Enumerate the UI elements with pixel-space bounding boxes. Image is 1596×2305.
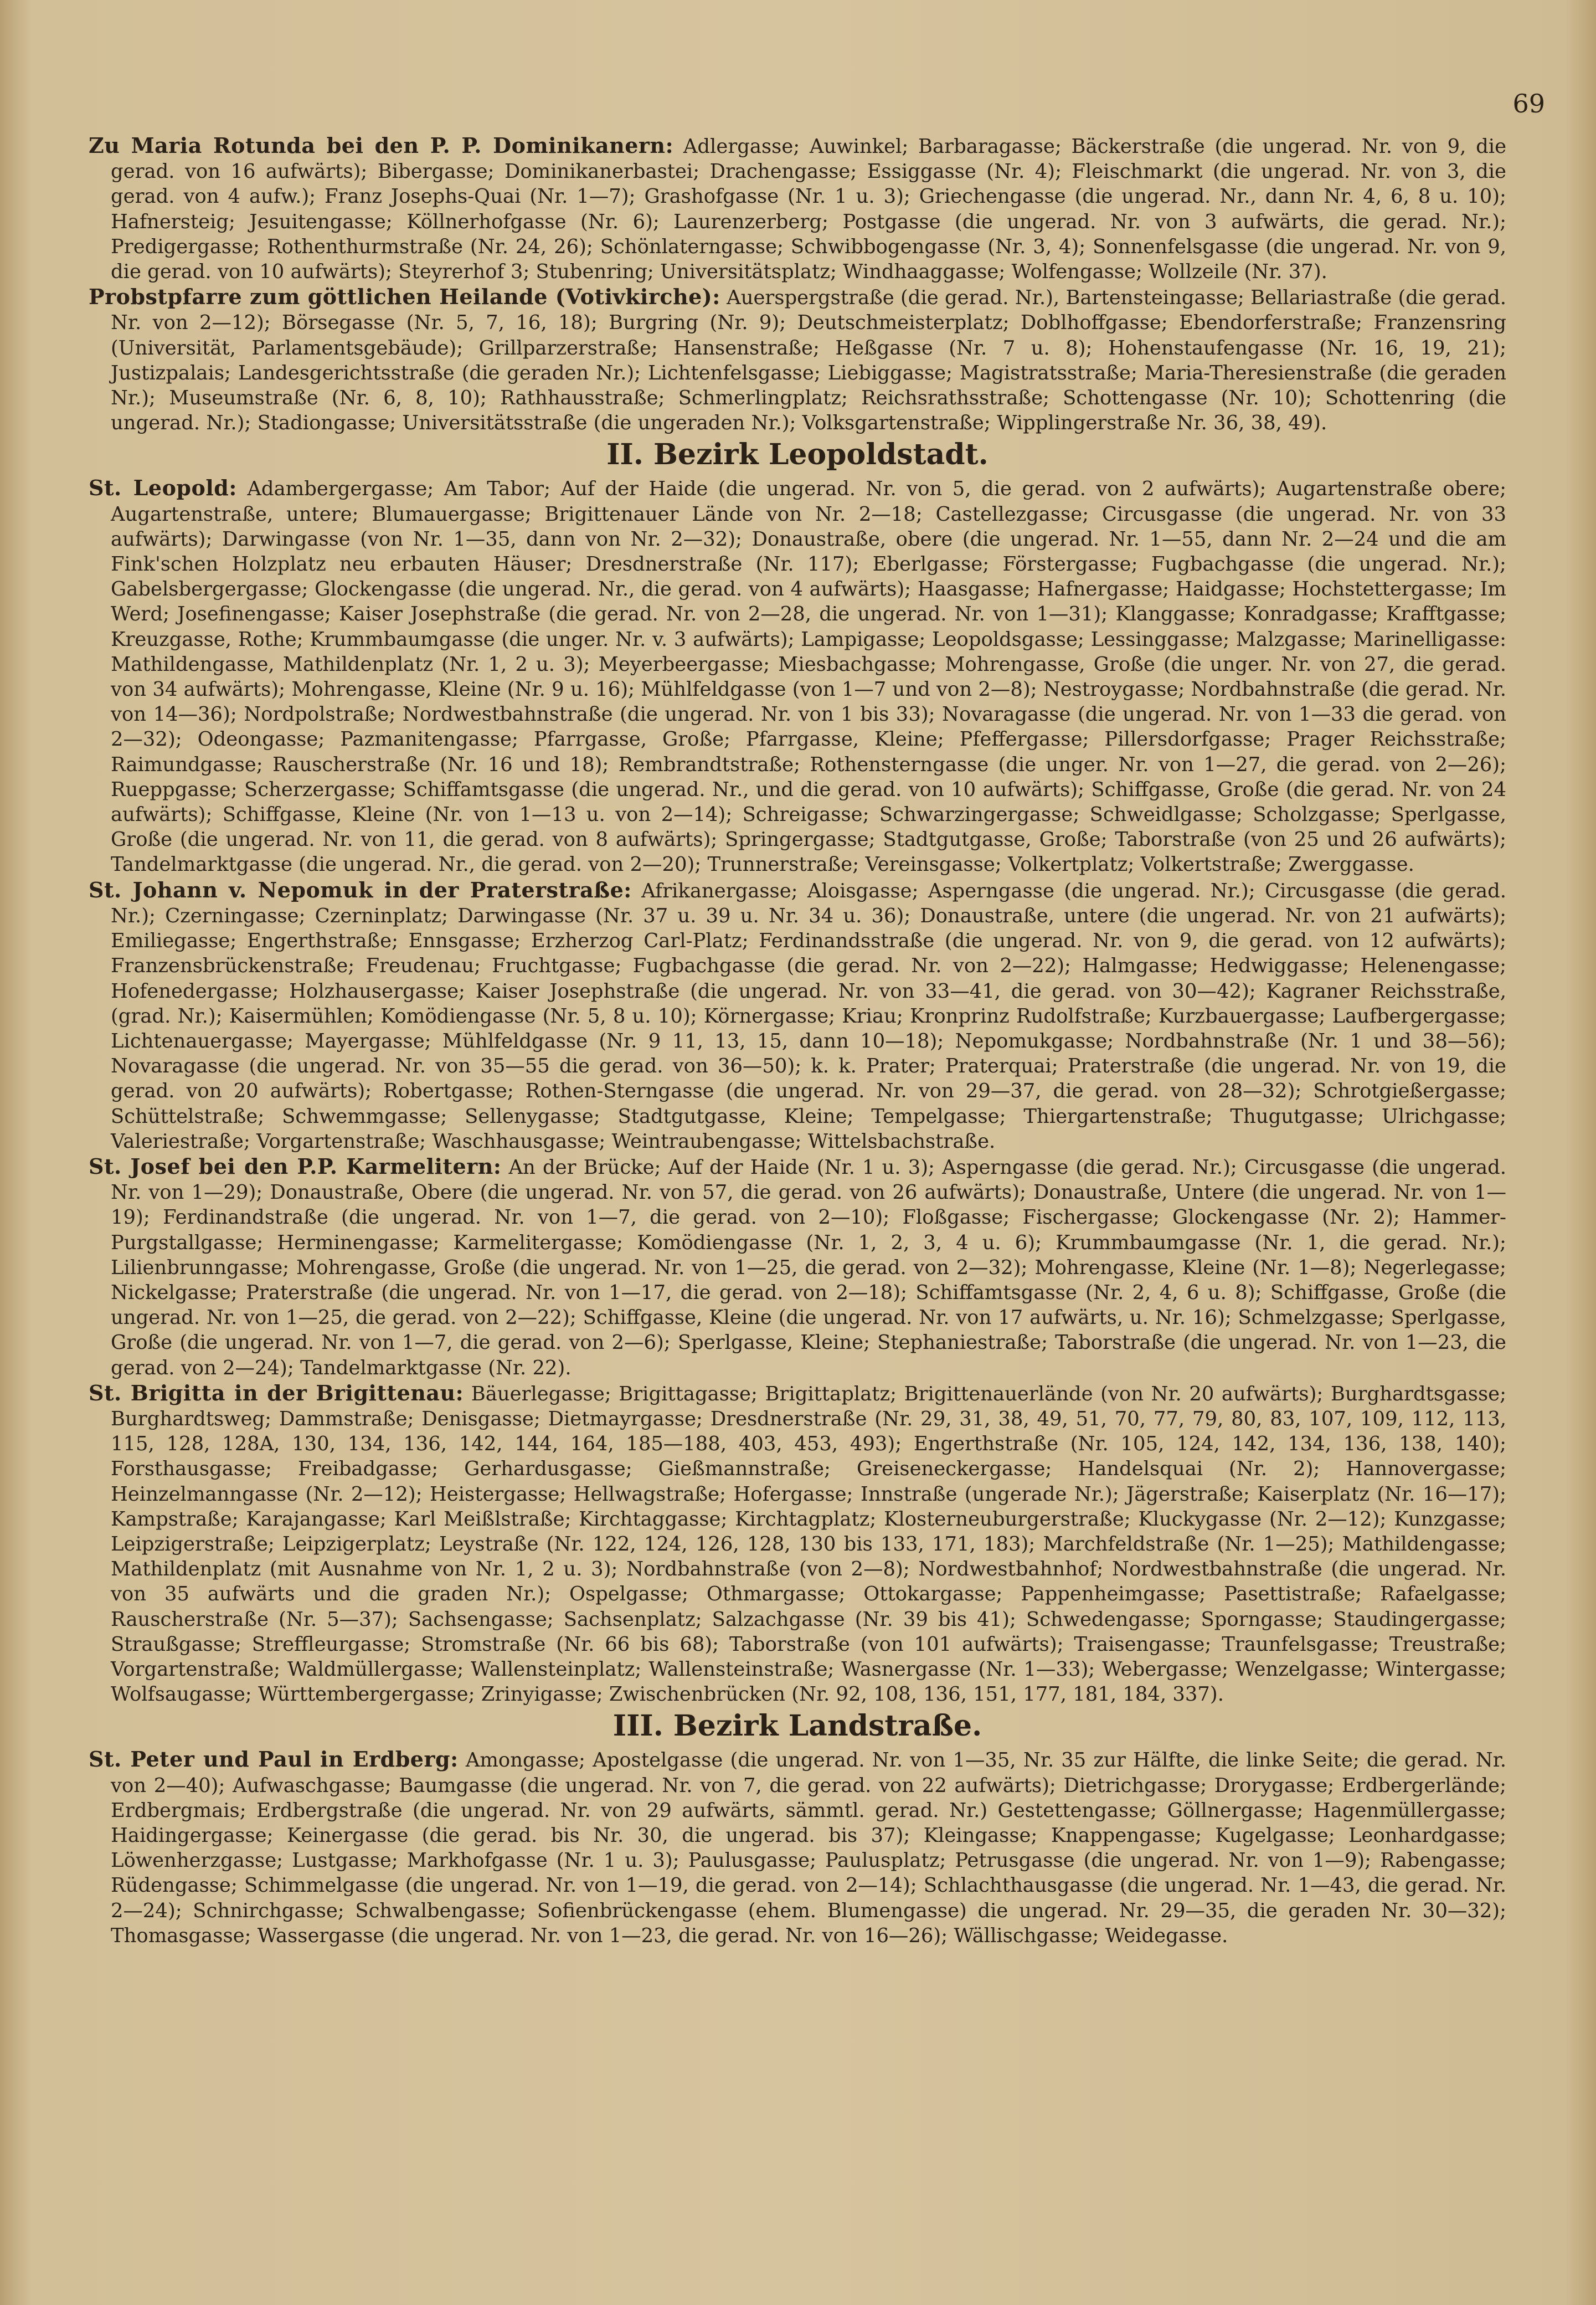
parish-name: St. Leopold: bbox=[89, 475, 237, 501]
street-list: Bäuerlegasse; Brigittagasse; Brigittaplatz; Brigittenauerlände (von Nr. 20 aufwärts); Burghardtsgasse; Burghardtsweg; Dammstraße; Denisgasse; Dietmayrgasse; Dresdnerstraße (Nr. 29, 31, 38, 49, 51, 70, 77, 79, 80, 83, 107, 109, 112, 113, 115, 128, 128A, 130, 134, 136, 142, 144, 164, 185—188, 403, 453, 493); Engerthstraße (Nr. 105, 124, 142, 134, 136, 138, 140); Forsthausgasse; Freibadgasse; Gerhardusgasse; Gießmannstraße; Greiseneckergasse; Handelsquai (Nr. 2); Hannovergasse; Heinzelmanngasse (Nr. 2—12); Heistergasse; Hellwagstraße; Hofergasse; Innstraße (ungerade Nr.); Jägerstraße; Kaiserplatz (Nr. 16—17); Kampstraße; Karajangasse; Karl Meißlstraße; Kirchtaggasse; Kirchtagplatz; Klosterneuburgerstraße; Kluckygasse (Nr. 2—12); Kunzgasse; Leipzigerstraße; Leipzigerplatz; Leystraße (Nr. 122, 124, 126, 128, 130 bis 133, 171, 183); Marchfeldstraße (Nr. 1—25); Mathildengasse; Mathildenplatz (mit Ausnahme von Nr. 1, 2 u. 3); Nordbahnstraße (von 2—8); Nordwestbahnhof; Nordwestbahnstraße (die ungerad. Nr. von 35 aufwärts und die graden Nr.); Ospelgasse; Othmargasse; Ottokargasse; Pappenheimgasse; Pasettistraße; Rafaelgasse; Rauscherstraße (Nr. 5—37); Sachsengasse; Sachsenplatz; Salzachgasse (Nr. 39 bis 41); Schwedengasse; Sporngasse; Staudingergasse; Straußgasse; Streffleurgasse; Stromstraße (Nr. 66 bis 68); Taborstraße (von 101 aufwärts); Traisengasse; Traunfelsgasse; Treustraße; Vorgartenstraße; Waldmüllergasse; Wallensteinplatz; Wallensteinstraße; Wasnergasse (Nr. 1—33); Webergasse; Wenzelgasse; Wintergasse; Wolfsaugasse; Württembergergasse; Zrinyigasse; Zwischenbrücken (Nr. 92, 108, 136, 151, 177, 181, 184, 337). bbox=[111, 1382, 1506, 1706]
page-content bbox=[89, 133, 1506, 1948]
parish-entry bbox=[89, 877, 1506, 1154]
street-list: An der Brücke; Auf der Haide (Nr. 1 u. 3); Asperngasse (die gerad. Nr.); Circusgasse (die ungerad. Nr. von 1—29); Donaustraße, Obere (die ungerad. Nr. von 57, die gerad. von 26 aufwärts); Donaustraße, Untere (die ungerad. Nr. von 1—19); Ferdinandstraße (die ungerad. Nr. von 1—7, die gerad. von 2—10); Floßgasse; Fischergasse; Glockengasse (Nr. 2); Hammer-Purgstallgasse; Herminengasse; Karmelitergasse; Komödiengasse (Nr. 1, 2, 3, 4 u. 6); Krummbaumgasse (Nr. 1, die gerad. Nr.); Lilienbrunngasse; Mohrengasse, Große (die ungerad. Nr. von 1—25, die gerad. von 2—32); Mohrengasse, Kleine (Nr. 1—8); Negerlegasse; Nickelgasse; Praterstraße (die ungerad. Nr. von 1—17, die gerad. von 2—18); Schiffamtsgasse (Nr. 2, 4, 6 u. 8); Schiffgasse, Große (die ungerad. Nr. von 1—25, die gerad. von 2—22); Schiffgasse, Kleine (die ungerad. Nr. von 17 aufwärts, u. Nr. 16); Schmelzgasse; Sperlgasse, Große (die ungerad. Nr. von 1—7, die gerad. von 2—6); Sperlgasse, Kleine; Stephaniestraße; Taborstraße (die ungerad. Nr. von 1—23, die gerad. von 2—24); Tandelmarktgasse (Nr. 22). bbox=[111, 1156, 1507, 1379]
district-heading bbox=[89, 1709, 1506, 1743]
district-number: III. bbox=[612, 1709, 663, 1743]
street-list: Adlergasse; Auwinkel; Barbaragasse; Bäckerstraße (die ungerad. Nr. von 9, die gerad. von 16 aufwärts); Bibergasse; Dominikanerbastei; Drachengasse; Essiggasse (Nr. 4); Fleischmarkt (die ungerad. Nr. von 3, die gerad. von 4 aufw.); Franz Josephs-Quai (Nr. 1—7); Grashofgasse (Nr. 1 u. 3); Griechengasse (die ungerad. Nr., dann Nr. 4, 6, 8 u. 10); Hafnersteig; Jesuitengasse; Köllnerhofgasse (Nr. 6); Laurenzerberg; Postgasse (die ungerad. Nr. von 3 aufwärts, die gerad. Nr.); Predigergasse; Rothenthurmstraße (Nr. 24, 26); Schönlaterngasse; Schwibbogengasse (Nr. 3, 4); Sonnenfelsgasse (die ungerad. Nr. von 9, die gerad. von 10 aufwärts); Steyrerhof 3; Stubenring; Universitätsplatz; Windhaaggasse; Wolfengasse; Wollzeile (Nr. 37). bbox=[111, 135, 1507, 284]
parish-entry bbox=[89, 1380, 1506, 1707]
parish-name: St. Josef bei den P.P. Karmelitern: bbox=[89, 1153, 502, 1179]
parish-entry bbox=[89, 1154, 1506, 1380]
page-number: 69 bbox=[1512, 89, 1545, 119]
parish-entry bbox=[89, 133, 1506, 284]
district-name: Bezirk Landstraße. bbox=[673, 1709, 982, 1743]
parish-name: St. Johann v. Nepomuk in der Praterstraße: bbox=[89, 877, 632, 902]
street-list: Adambergergasse; Am Tabor; Auf der Haide (die ungerad. Nr. von 5, die gerad. von 2 aufwärts); Augartenstraße obere; Augartenstraße, untere; Blumauergasse; Brigittenauer Lände von Nr. 2—18; Castellezgasse; Circusgasse (die ungerad. Nr. von 33 aufwärts); Darwingasse (von Nr. 1—35, dann von Nr. 2—32); Donaustraße, obere (die ungerad. Nr. 1—55, dann Nr. 2—24 und die am Fink'schen Holzplatz neu erbauten Häuser; Dresdnerstraße (Nr. 117); Eberlgasse; Förstergasse; Fugbachgasse (die ungerad. Nr.); Gabelsbergergasse; Glockengasse (die ungerad. Nr., die gerad. von 4 aufwärts); Haasgasse; Hafnergasse; Haidgasse; Hochstettergasse; Im Werd; Josefinengasse; Kaiser Josephstraße (die gerad. Nr. von 2—28, die ungerad. Nr. von 1—31); Klanggasse; Konradgasse; Krafftgasse; Kreuzgasse, Rothe; Krummbaumgasse (die unger. Nr. v. 3 aufwärts); Lampigasse; Leopoldsgasse; Lessinggasse; Malzgasse; Marinelligasse: Mathildengasse, Mathildenplatz (Nr. 1, 2 u. 3); Meyerbeergasse; Miesbachgasse; Mohrengasse, Große (die unger. Nr. von 27, die gerad. von 34 aufwärts); Mohrengasse, Kleine (Nr. 9 u. 16); Mühlfeldgasse (von 1—7 und von 2—8); Nestroygasse; Nordbahnstraße (die gerad. Nr. von 14—36); Nordpolstraße; Nordwestbahnstraße (die ungerad. Nr. von 1 bis 33); Novaragasse (die ungerad. Nr. von 1—33 die gerad. von 2—32); Odeongasse; Pazmanitengasse; Pfarrgasse, Große; Pfarrgasse, Kleine; Pfeffergasse; Pillersdorfgasse; Prager Reichsstraße; Raimundgasse; Rauscherstraße (Nr. 16 und 18); Rembrandtstraße; Rothensterngasse (die unger. Nr. von 1—27, die gerad. von 2—26); Rueppgasse; Scherzergasse; Schiffamtsgasse (die ungerad. Nr., und die gerad. von 10 aufwärts); Schiffgasse, Große (die gerad. Nr. von 24 aufwärts); Schiffgasse, Kleine (Nr. von 1—13 u. von 2—14); Schreigasse; Schwarzingergasse; Schweidlgasse; Scholzgasse; Sperlgasse, Große (die ungerad. Nr. von 11, die gerad. von 8 aufwärts); Springergasse; Stadtgutgasse, Große; Taborstraße (von 25 und 26 aufwärts); Tandelmarktgasse (die ungerad. Nr., die gerad. von 2—20); Trunnerstraße; Vereinsgasse; Volkertplatz; Volkertstraße; Zwerggasse. bbox=[111, 478, 1506, 876]
street-list: Auerspergstraße (die gerad. Nr.), Bartensteingasse; Bellariastraße (die gerad. Nr. von 2—12); Börsegasse (Nr. 5, 7, 16, 18); Burgring (Nr. 9); Deutschmeisterplatz; Doblhoffgasse; Ebendorferstraße; Franzensring (Universität, Parlamentsgebäude); Grillparzerstraße; Hansenstraße; Heßgasse (Nr. 7 u. 8); Hohenstaufengasse (Nr. 16, 19, 21); Justizpalais; Landesgerichtsstraße (die geraden Nr.); Lichtenfelsgasse; Liebiggasse; Magistratsstraße; Maria-Theresienstraße (die geraden Nr.); Museumstraße (Nr. 6, 8, 10); Rathhausstraße; Schmerlingplatz; Reichsrathsstraße; Schottengasse (Nr. 10); Schottenring (die ungerad. Nr.); Stadiongasse; Universitätsstraße (die ungeraden Nr.); Volksgartenstraße; Wipplingerstraße Nr. 36, 38, 49). bbox=[111, 286, 1507, 435]
street-list: Amongasse; Apostelgasse (die ungerad. Nr. von 1—35, Nr. 35 zur Hälfte, die linke Seite; die gerad. Nr. von 2—40); Aufwaschgasse; Baumgasse (die ungerad. Nr. von 7, die gerad. von 22 aufwärts); Dietrichgasse; Drorygasse; Erdbergerlände; Erdbergmais; Erdbergstraße (die ungerad. Nr. von 29 aufwärts, sämmtl. gerad. Nr.) Gestettengasse; Göllnergasse; Hagenmüllergasse; Haidingergasse; Keinergasse (die gerad. bis Nr. 30, die ungerad. bis 37); Kleingasse; Knappengasse; Kugelgasse; Leonhardgasse; Löwenherzgasse; Lustgasse; Markhofgasse (Nr. 1 u. 3); Paulusgasse; Paulusplatz; Petrusgasse (die ungerad. Nr. von 1—9); Rabengasse; Rüdengasse; Schimmelgasse (die ungerad. Nr. von 1—19, die gerad. von 2—14); Schlachthausgasse (die ungerad. Nr. 1—43, die gerad. Nr. 2—24); Schnirchgasse; Schwalbengasse; Sofienbrückengasse (ehem. Blumengasse) die ungerad. Nr. 29—35, die geraden Nr. 30—32); Thomasgasse; Wassergasse (die ungerad. Nr. von 1—23, die gerad. Nr. von 16—26); Wällischgasse; Weidegasse. bbox=[111, 1749, 1507, 1947]
parish-entry bbox=[89, 475, 1506, 877]
parish-name: Probstpfarre zum göttlichen Heilande (Votivkirche): bbox=[89, 284, 720, 310]
district-heading bbox=[89, 438, 1506, 472]
parish-name: Zu Maria Rotunda bei den P. P. Dominikanern: bbox=[89, 133, 674, 158]
parish-name: St. Peter und Paul in Erdberg: bbox=[89, 1747, 459, 1772]
street-list: Afrikanergasse; Aloisgasse; Asperngasse (die ungerad. Nr.); Circusgasse (die gerad. Nr.); Czerningasse; Czerninplatz; Darwingasse (Nr. 37 u. 39 u. Nr. 34 u. 36); Donaustraße, untere (die ungerad. Nr. von 21 aufwärts); Emiliegasse; Engerthstraße; Ennsgasse; Erzherzog Carl-Platz; Ferdinandsstraße (die ungerad. Nr. von 9, die gerad. von 12 aufwärts); Franzensbrückenstraße; Freudenau; Fruchtgasse; Fugbachgasse (die gerad. Nr. von 2—22); Halmgasse; Hedwiggasse; Helenengasse; Hofenedergasse; Holzhausergasse; Kaiser Josephstraße (die ungerad. Nr. von 33—41, die gerad. von 30—42); Kagraner Reichsstraße, (grad. Nr.); Kaisermühlen; Komödiengasse (Nr. 5, 8 u. 10); Körnergasse; Kriau; Kronprinz Rudolfstraße; Kurzbauergasse; Laufbergergasse; Lichtenauergasse; Mayergasse; Mühlfeldgasse (Nr. 9 11, 13, 15, dann 10—18); Nepomukgasse; Nordbahnstraße (Nr. 1 und 38—56); Novaragasse (die ungerad. Nr. von 35—55 die gerad. von 36—50); k. k. Prater; Praterquai; Praterstraße (die ungerad. Nr. von 19, die gerad. von 20 aufwärts); Robertgasse; Rothen-Sterngasse (die ungerad. Nr. von 29—37, die gerad. von 28—32); Schrotgießergasse; Schüttelstraße; Schwemmgasse; Sellenygasse; Stadtgutgasse, Kleine; Tempelgasse; Thiergartenstraße; Thugutgasse; Ulrichgasse; Valeriestraße; Vorgartenstraße; Waschhausgasse; Weintraubengasse; Wittelsbachstraße. bbox=[111, 879, 1506, 1153]
parish-entry bbox=[89, 1747, 1506, 1948]
parish-entry bbox=[89, 284, 1506, 435]
district-name: Bezirk Leopoldstadt. bbox=[653, 438, 989, 472]
district-number: II. bbox=[606, 438, 643, 472]
parish-name: St. Brigitta in der Brigittenau: bbox=[89, 1380, 464, 1405]
